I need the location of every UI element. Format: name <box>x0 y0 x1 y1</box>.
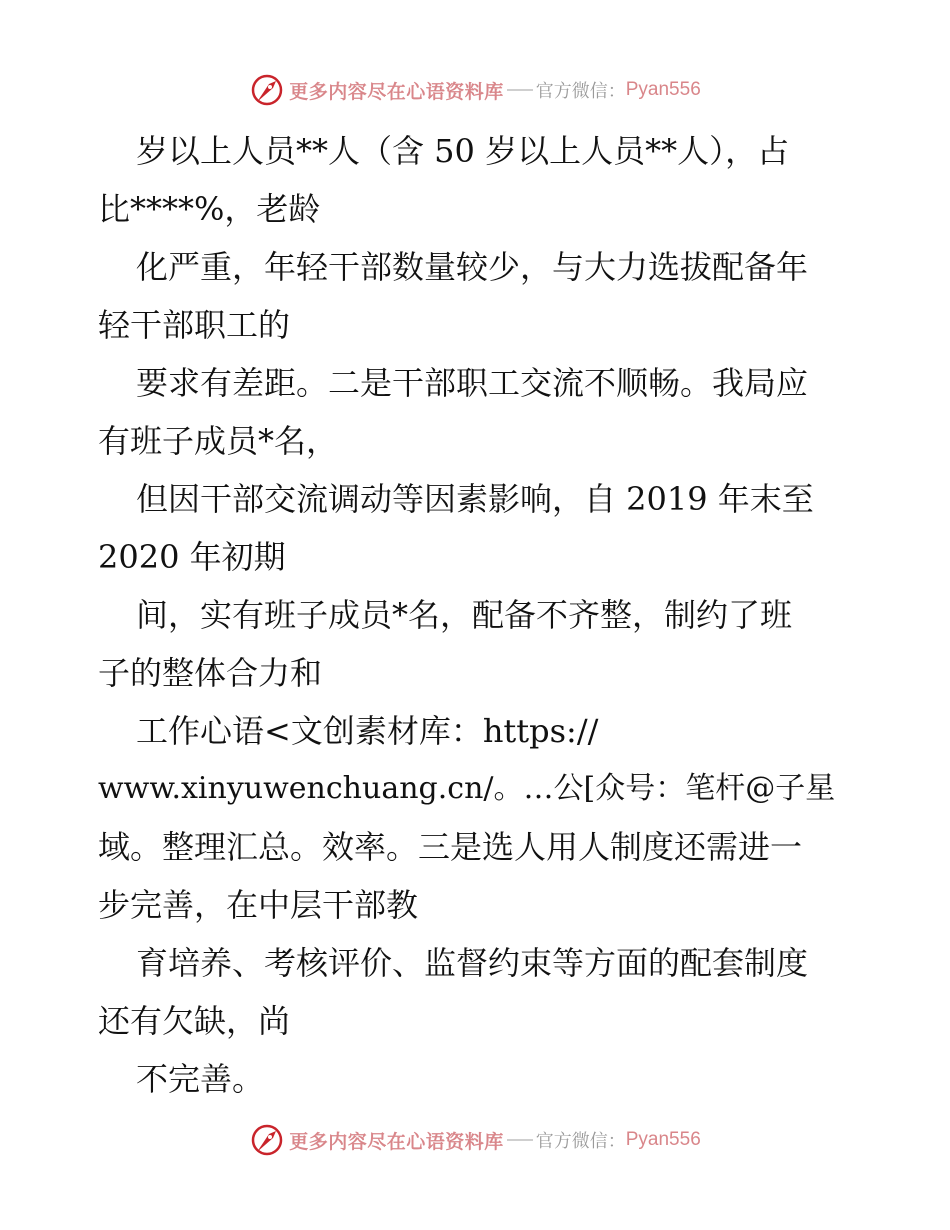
footer-banner <box>0 1122 950 1158</box>
header-banner-divider <box>507 89 533 91</box>
body-line: 要求有差距。二是干部职工交流不顺畅。我局应 <box>136 364 809 402</box>
body-line: 还有欠缺，尚 <box>98 1002 291 1040</box>
document-body <box>98 122 852 1108</box>
body-line: 岁以上人员**人（含 50 岁以上人员**人），占 <box>136 132 790 170</box>
footer-banner-divider <box>507 1139 533 1141</box>
footer-wechat-label: 官方微信： <box>535 1131 626 1152</box>
footer-wechat-id: Pyan556 <box>625 1129 701 1150</box>
body-line: 域。整理汇总。效率。三是选人用人制度还需进一 <box>98 828 803 866</box>
body-line: 不完善。 <box>136 1060 265 1098</box>
header-wechat-id: Pyan556 <box>625 79 701 100</box>
body-line: 步完善，在中层干部教 <box>98 886 419 924</box>
header-banner-text: 更多内容尽在心语资料库 <box>289 80 504 103</box>
body-line: 育培养、考核评价、监督约束等方面的配套制度 <box>136 944 809 982</box>
body-line: 有班子成员*名， <box>98 422 339 460</box>
body-line: 工作心语<文创素材库：https:// <box>136 712 599 750</box>
body-line: 间，实有班子成员*名，配备不齐整，制约了班 <box>136 596 793 634</box>
body-line-url: www.xinyuwenchuang.cn/。…公[众号：笔杆@子星 <box>98 771 836 806</box>
body-line: 轻干部职工的 <box>98 306 291 344</box>
header-banner <box>0 72 950 108</box>
pen-nib-logo-icon <box>249 1122 285 1158</box>
body-line: 但因干部交流调动等因素影响，自 2019 年末至 <box>136 480 814 518</box>
header-wechat-label: 官方微信： <box>535 81 626 102</box>
body-line: 比****%，老龄 <box>98 190 321 228</box>
body-line: 2020 年初期 <box>98 538 286 576</box>
pen-nib-logo-icon <box>249 72 285 108</box>
body-line: 化严重，年轻干部数量较少，与大力选拔配备年 <box>136 248 809 286</box>
body-line: 子的整体合力和 <box>98 654 323 692</box>
footer-banner-text: 更多内容尽在心语资料库 <box>289 1130 504 1153</box>
